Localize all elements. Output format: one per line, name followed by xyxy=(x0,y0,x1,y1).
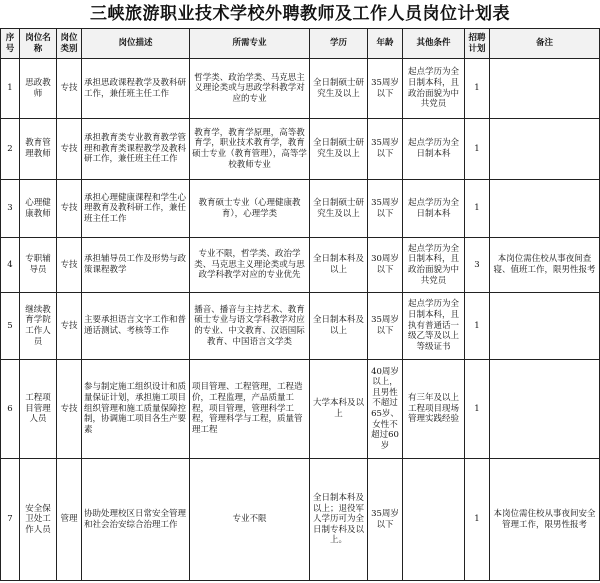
cell-plan: 1 xyxy=(465,459,490,581)
cell-age: 35周岁以下 xyxy=(368,459,403,581)
table-row xyxy=(1,360,600,459)
cell-major: 教育硕士专业（心理健康教育），心理学类 xyxy=(190,180,310,238)
cell-index: 3 xyxy=(1,180,20,238)
cell-education: 全日制本科及以上 xyxy=(310,293,368,360)
cell-major: 教育学，教育学原理，高等教育学，职业技术教育学，教育硕士专业（教育管理），高等学校教师专业 xyxy=(190,119,310,180)
cell-major: 播音、播音与主持艺术、教育硕士专业与语文学科教学对应的专业、中文教育、汉语国际教育、中国语言文学类 xyxy=(190,293,310,360)
header-cell: 学历 xyxy=(310,29,368,59)
cell-index: 7 xyxy=(1,459,20,581)
table-row xyxy=(1,238,600,293)
cell-education: 全日制硕士研究生及以上 xyxy=(310,119,368,180)
cell-age: 40周岁以上，且男性不超过65岁、女性不超过60岁 xyxy=(368,360,403,459)
cell-major: 专业不限 xyxy=(190,459,310,581)
header-cell: 岗位描述 xyxy=(82,29,190,59)
cell-major: 哲学类、政治学类、马克思主义理论类或与思政学科教学对应的专业 xyxy=(190,59,310,119)
cell-category: 专技 xyxy=(57,180,82,238)
cell-plan: 1 xyxy=(465,360,490,459)
header-cell: 序号 xyxy=(1,29,20,59)
cell-age: 35周岁以下 xyxy=(368,293,403,360)
header-cell: 岗位类别 xyxy=(57,29,82,59)
cell-position: 思政教师 xyxy=(20,59,57,119)
cell-education: 大学本科及以上 xyxy=(310,360,368,459)
cell-position: 专职辅导员 xyxy=(20,238,57,293)
cell-description: 协助处理校区日常安全管理和社会治安综合治理工作 xyxy=(82,459,190,581)
cell-other: 有三年及以上工程项目现场管理实践经验 xyxy=(403,360,465,459)
document-title: 三峡旅游职业技术学校外聘教师及工作人员岗位计划表 xyxy=(90,4,510,24)
cell-description: 承担教育类专业教育教学管理和教育类课程教学及教科研工作，兼任班主任工作 xyxy=(82,119,190,180)
cell-category: 专技 xyxy=(57,119,82,180)
cell-position: 教育管理教师 xyxy=(20,119,57,180)
cell-category: 专技 xyxy=(57,360,82,459)
cell-age: 30周岁以下 xyxy=(368,238,403,293)
cell-remark xyxy=(490,180,600,238)
cell-description: 承担思政课程教学及教科研工作，兼任班主任工作 xyxy=(82,59,190,119)
cell-category: 专技 xyxy=(57,238,82,293)
cell-description: 承担辅导员工作及形势与政策课程教学 xyxy=(82,238,190,293)
cell-major: 专业不限，哲学类、政治学类、马克思主义理论类或与思政学科教学对应的专业优先 xyxy=(190,238,310,293)
cell-other: 起点学历为全日制本科，且政治面貌为中共党员 xyxy=(403,238,465,293)
header-cell: 招聘计划 xyxy=(465,29,490,59)
cell-position: 工程项目管理人员 xyxy=(20,360,57,459)
header-cell: 其他条件 xyxy=(403,29,465,59)
cell-index: 5 xyxy=(1,293,20,360)
table-header-row xyxy=(1,29,600,59)
cell-other: 起点学历为全日制本科 xyxy=(403,180,465,238)
cell-category: 专技 xyxy=(57,59,82,119)
cell-plan: 1 xyxy=(465,293,490,360)
cell-plan: 3 xyxy=(465,238,490,293)
cell-education: 全日制硕士研究生及以上 xyxy=(310,59,368,119)
cell-remark: 本岗位需住校从事夜间查寝、值班工作，限男性报考 xyxy=(490,238,600,293)
cell-age: 35周岁以下 xyxy=(368,59,403,119)
cell-index: 4 xyxy=(1,238,20,293)
cell-education: 全日制硕士研究生及以上 xyxy=(310,180,368,238)
table-row xyxy=(1,459,600,581)
cell-other: 起点学历为全日制本科 xyxy=(403,119,465,180)
cell-index: 6 xyxy=(1,360,20,459)
header-cell: 年龄 xyxy=(368,29,403,59)
table-row xyxy=(1,293,600,360)
cell-education: 全日制本科及以上；退役军人学历可为全日制专科及以上。 xyxy=(310,459,368,581)
cell-position: 安全保卫处工作人员 xyxy=(20,459,57,581)
cell-category: 管理 xyxy=(57,459,82,581)
position-plan-table xyxy=(0,28,600,581)
cell-remark xyxy=(490,59,600,119)
cell-position: 心理健康教师 xyxy=(20,180,57,238)
cell-age: 35周岁以下 xyxy=(368,180,403,238)
table-row xyxy=(1,119,600,180)
cell-remark xyxy=(490,293,600,360)
cell-description: 参与制定施工组织设计和质量保证计划，承担施工项目组织管理和施工质量保障控制，协调施工项目各生产要素 xyxy=(82,360,190,459)
header-cell: 所需专业 xyxy=(190,29,310,59)
table-row xyxy=(1,59,600,119)
header-cell: 备注 xyxy=(490,29,600,59)
table-row xyxy=(1,180,600,238)
cell-description: 主要承担语言文字工作和普通话测试、考核等工作 xyxy=(82,293,190,360)
cell-major: 项目管理、工程管理，工程造价，工程监理，产品质量工程，项目管理，管理科学工程，管理科学与工程，质量管理工程 xyxy=(190,360,310,459)
cell-education: 全日制本科及以上 xyxy=(310,238,368,293)
cell-other: 起点学历为全日制本科，且执有普通话一级乙等及以上等级证书 xyxy=(403,293,465,360)
cell-other xyxy=(403,459,465,581)
cell-other: 起点学历为全日制本科，且政治面貌为中共党员 xyxy=(403,59,465,119)
cell-remark: 本岗位需住校从事夜间安全管理工作，限男性报考 xyxy=(490,459,600,581)
cell-remark xyxy=(490,119,600,180)
cell-remark xyxy=(490,360,600,459)
cell-position: 继续教育学院工作人员 xyxy=(20,293,57,360)
cell-index: 1 xyxy=(1,59,20,119)
cell-plan: 1 xyxy=(465,119,490,180)
cell-plan: 1 xyxy=(465,180,490,238)
header-cell: 岗位名称 xyxy=(20,29,57,59)
cell-index: 2 xyxy=(1,119,20,180)
cell-plan: 1 xyxy=(465,59,490,119)
cell-description: 承担心理健康课程和学生心理教育及教科研工作，兼任班主任工作 xyxy=(82,180,190,238)
cell-category: 专技 xyxy=(57,293,82,360)
cell-age: 35周岁以下 xyxy=(368,119,403,180)
